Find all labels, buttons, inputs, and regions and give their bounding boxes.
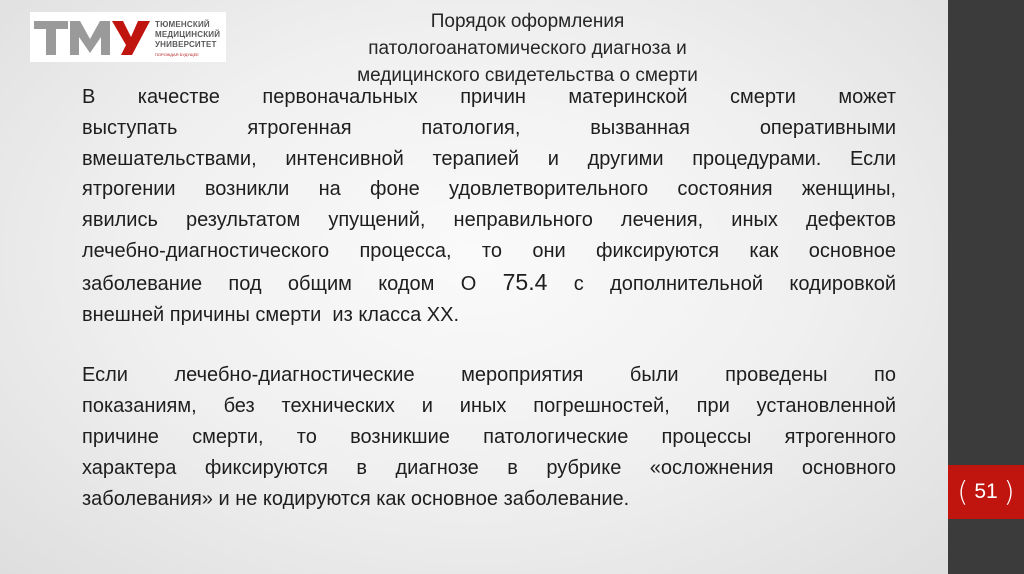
logo-line: МЕДИЦИНСКИЙ <box>155 30 221 39</box>
page-number: 51 <box>974 480 998 503</box>
logo-tagline: ПОРОЖДАЯ БУДУЩЕЕ <box>155 52 199 57</box>
icd-code: 75.4 <box>502 268 548 295</box>
left-bracket-icon: ( <box>957 475 969 508</box>
title-line: медицинского свидетельства о смерти <box>357 65 698 86</box>
tmu-logo-mark <box>34 17 152 57</box>
text-fragment: с дополнительной кодировкой <box>547 272 896 295</box>
text-line: явились результатом упущений, неправильного лечения, иных дефектов <box>82 209 896 232</box>
text-line: характера фиксируются в диагнозе в рубрике «осложнения основного <box>82 456 896 479</box>
university-logo <box>30 12 226 62</box>
text-line: лечебно-диагностического процесса, то они фиксируются как основное <box>82 239 896 262</box>
slide-title <box>300 8 755 89</box>
right-bracket-icon: ) <box>1003 475 1015 508</box>
page-number-badge <box>948 465 1024 519</box>
paragraph-1 <box>82 82 896 330</box>
text-line: показаниям, без технических и иных погрешностей, при установленной <box>82 395 896 418</box>
paragraph-2 <box>82 360 896 514</box>
title-line: патологоанатомического диагноза и <box>368 38 687 59</box>
text-line: вмешательствами, интенсивной терапией и другими процедурами. Если <box>82 147 896 170</box>
logo-text <box>155 20 220 50</box>
text-line-with-code <box>82 267 896 300</box>
text-line: причине смерти, то возникшие патологические процессы ятрогенного <box>82 425 896 448</box>
text-line: Если лечебно-диагностические мероприятия были проведены по <box>82 364 896 387</box>
title-line: Порядок оформления <box>430 11 625 32</box>
text-line: выступать ятрогенная патология, вызванная оперативными <box>82 116 896 139</box>
text-line: ятрогении возникли на фоне удовлетворительного состояния женщины, <box>82 178 896 201</box>
logo-line: ТЮМЕНСКИЙ <box>155 20 210 29</box>
text-line: заболевания» и не кодируются как основное заболевание. <box>82 487 630 510</box>
logo-line: УНИВЕРСИТЕТ <box>155 40 217 49</box>
text-line: В качестве первоначальных причин материнской смерти может <box>82 86 896 108</box>
text-fragment: заболевание под общим кодом О <box>82 272 503 295</box>
slide-body <box>82 82 896 514</box>
text-line: внешней причины смерти из класса ХХ. <box>82 303 460 326</box>
